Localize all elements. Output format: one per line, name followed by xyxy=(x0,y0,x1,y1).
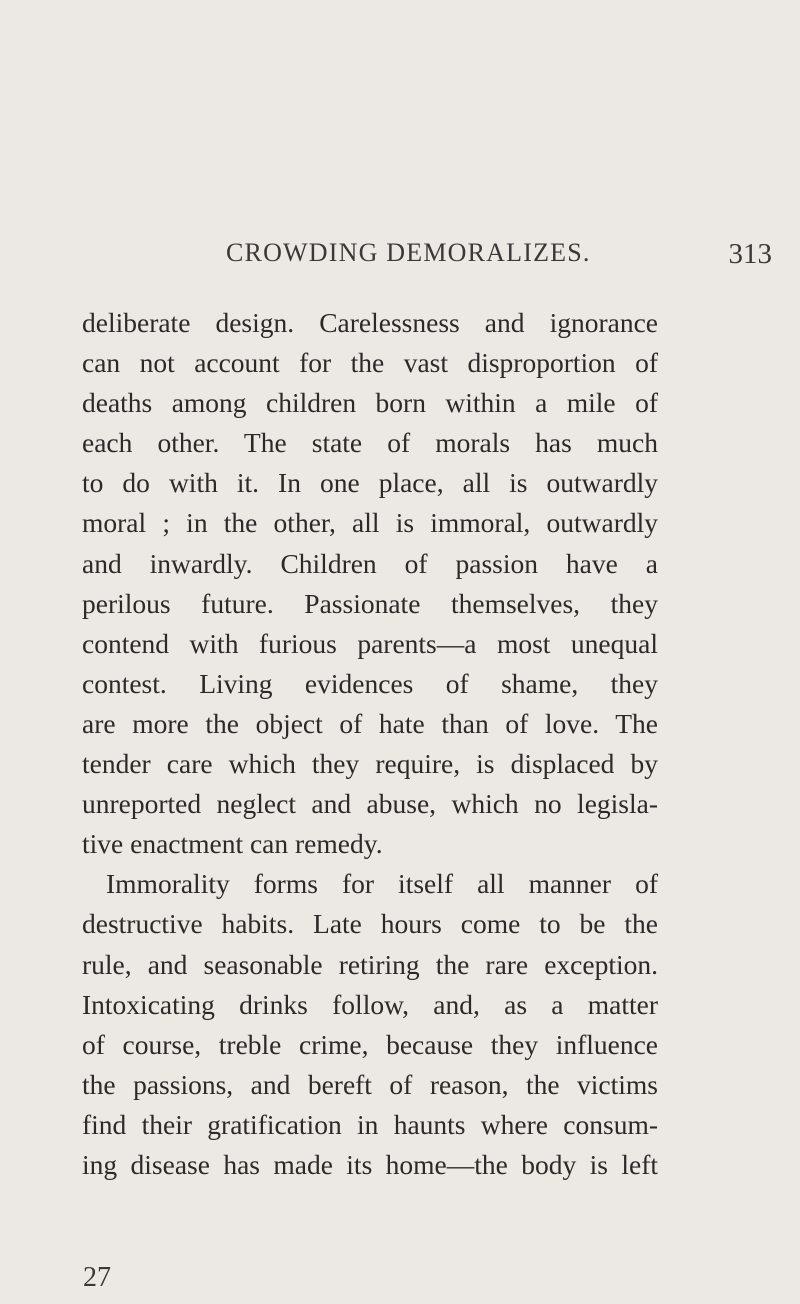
text-line: contest. Living evidences of shame, they xyxy=(82,667,658,699)
text-line: deaths among children born within a mile of xyxy=(82,387,658,419)
page-number: 313 xyxy=(728,238,772,270)
text-line: tive enactment can remedy. xyxy=(82,828,383,860)
body-text xyxy=(82,303,658,1185)
text-line: can not account for the vast disproportion of xyxy=(82,347,658,379)
text-line: destructive habits. Late hours come to be the xyxy=(82,908,658,940)
text-line: are more the object of hate than of love. The xyxy=(82,707,658,739)
text-line: contend with furious parents—a most unequal xyxy=(82,627,658,659)
text-line: unreported neglect and abuse, which no legisla- xyxy=(82,788,658,820)
text-line: deliberate design. Carelessness and ignorance xyxy=(82,307,658,338)
text-line: tender care which they require, is displaced by xyxy=(82,748,658,780)
text-line: perilous future. Passionate themselves, they xyxy=(82,587,658,619)
text-line: of course, treble crime, because they influence xyxy=(82,1028,658,1060)
signature-mark: 27 xyxy=(83,1262,111,1293)
text-line: Intoxicating drinks follow, and, as a matter xyxy=(82,988,658,1020)
text-line: find their gratification in haunts where consum- xyxy=(82,1108,658,1140)
text-line: and inwardly. Children of passion have a xyxy=(82,547,658,579)
text-line: rule, and seasonable retiring the rare exception. xyxy=(82,948,658,980)
text-line: ing disease has made its home—the body is left xyxy=(82,1148,658,1180)
running-head xyxy=(226,238,772,272)
text-line: the passions, and bereft of reason, the victims xyxy=(82,1068,658,1100)
text-line: Immorality forms for itself all manner of xyxy=(106,868,658,900)
text-line: each other. The state of morals has much xyxy=(82,427,658,459)
running-title: CROWDING DEMORALIZES. xyxy=(226,238,591,267)
text-line: moral ; in the other, all is immoral, outwardly xyxy=(82,507,658,539)
text-line: to do with it. In one place, all is outwardly xyxy=(82,467,658,499)
